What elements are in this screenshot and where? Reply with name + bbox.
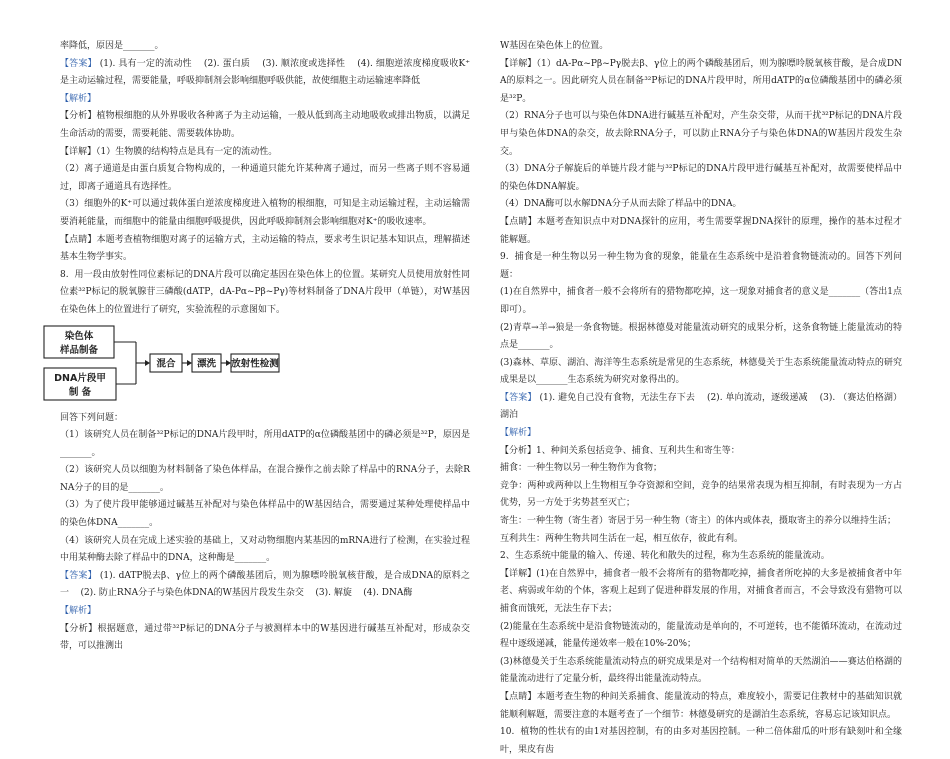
- key-point-text: 本题考查知识点中对DNA探针的应用，考生需要掌握DNA探针的原理，操作的基本过程才能解题。: [500, 216, 902, 245]
- analysis-label: 【解析】: [60, 606, 97, 617]
- sub-question-text: （2）该研究人员以细胞为材料制备了染色体样品，在混合操作之前去除了样品中的RNA分子，去除RNA分子的目的是_______。: [60, 465, 470, 493]
- q7-explanation-3: [60, 196, 470, 231]
- sub-question-text: (3)森林、草原、湖泊、海洋等生态系统是常见的生态系统，林德曼关于生态系统能量流动特点的研究成果是以_______生态系统为研究对象得出的。: [500, 357, 902, 386]
- explanation-label: 【详解】: [500, 58, 537, 69]
- stem-text: 8. 用一段由放射性同位素标记的DNA片段可以确定基因在染色体上的位置。某研究人员使用放射性同位素³²P标记的脱氧腺苷三磷酸(dATP，dA-Pα~Pβ~Pγ)等材料制备了DNA片段甲（单链），对W基因在染色体上的位置进行了研究，实验流程的示意图如下。: [60, 269, 470, 315]
- q8-analysis-heading: [60, 603, 470, 621]
- sub-question-text: （4）该研究人员在完成上述实验的基础上，又对动物细胞内某基因的mRNA进行了检测，在实验过程中用某种酶去除了样品中的DNA，这种酶是_______。: [60, 535, 470, 564]
- explanation-label: 【详解】: [500, 568, 537, 579]
- left-column: [42, 38, 470, 666]
- q7-answer: [60, 56, 470, 91]
- q7-key-point: [60, 232, 470, 267]
- explanation-text: （1）dA-Pα~Pβ~Pγ脱去β、γ位上的两个磷酸基团后，则为腺嘌呤脱氧核苷酸，是合成DNA的原料之一。因此研究人员在制备³²P标记的DNA片段甲时，所用dATP的α位磷酸基团中的磷必须是³²P。: [500, 58, 902, 104]
- q9-stem: [500, 249, 902, 284]
- explanation-label: 【详解】: [60, 146, 97, 157]
- q9-key-point: [500, 689, 902, 724]
- key-point-label: 【点睛】: [60, 234, 97, 245]
- analysis-sub-label: 【分析】: [60, 623, 98, 634]
- sub-question-text: (2)青草→羊→狼是一条食物链。根据林德曼对能量流动研究的成果分析，这条食物链上能量流动的特点是_______。: [500, 322, 902, 351]
- analysis-text: 1、种间关系包括竞争、捕食、互利共生和寄生等：: [536, 445, 740, 456]
- stem-text: 率降低，原因是_______。: [60, 41, 164, 51]
- arrowhead-icon: [145, 360, 150, 366]
- prompt-text: 回答下列问题：: [60, 412, 124, 423]
- analysis-label: 【解析】: [500, 428, 537, 439]
- analysis-text: 竞争：两种或两种以上生物相互争夺资源和空间，竞争的结果常表现为相互抑制，有时表现为一方占优势，另一方处于劣势甚至灭亡；: [500, 480, 902, 509]
- q8-explanation-1: [500, 56, 902, 109]
- analysis-text: 植物根细胞的从外界吸收各种离子为主动运输，一般从低到高主动地吸收或排出物质，以满足生命活动的需要，需要耗能、需要载体协助。: [60, 111, 470, 139]
- analysis-text: W基因在染色体上的位置。: [500, 41, 609, 51]
- q9-analysis-competition: [500, 478, 902, 513]
- q8-stem: [60, 267, 470, 320]
- q8-sub-question-4: [60, 533, 470, 568]
- explanation-text: （4）DNA酶可以水解DNA分子从而去除了样品中的DNA。: [500, 199, 742, 210]
- q7-analysis-heading: [60, 91, 470, 109]
- dna-box-line2: 制 备: [68, 386, 92, 398]
- q8-sub-question-3: [60, 497, 470, 532]
- sub-question-text: （3）为了使片段甲能够通过碱基互补配对与染色体样品中的W基因结合，需要通过某种处理使样品中的染色体DNA_______。: [60, 500, 470, 529]
- q9-analysis-parasitism: [500, 513, 902, 531]
- analysis-sub-label: 【分析】: [500, 445, 537, 456]
- q8-sub-question-1: [60, 427, 470, 462]
- analysis-text: 捕食：一种生物以另一种生物作为食物；: [500, 463, 663, 474]
- q8-explanation-3: [500, 161, 902, 196]
- q8-key-point: [500, 214, 902, 249]
- explanation-text: （2）RNA分子也可以与染色体DNA进行碱基互补配对，产生杂交带，从而干扰³²P标记的DNA片段甲与染色体DNA的杂交，故去除RNA分子，可以防止RNA分子与染色体DNA的W基因片段发生杂交。: [500, 111, 902, 157]
- q9-explanation-2: [500, 619, 902, 654]
- stem-text: 10. 植物的性状有的由1对基因控制，有的由多对基因控制。一种二倍体甜瓜的叶形有缺刻叶和全缘叶，果皮有齿: [500, 727, 902, 755]
- q8-flow-diagram: [42, 324, 282, 404]
- explanation-text: （3）DNA分子解旋后的单链片段才能与³²P标记的DNA片段甲进行碱基互补配对，故需要使样品中的染色体DNA解旋。: [500, 164, 902, 192]
- arrowhead-icon: [187, 360, 192, 366]
- q9-sub-question-1: [500, 284, 902, 319]
- analysis-text: 2、生态系统中能量的输入、传递、转化和散失的过程，称为生态系统的能量流动。: [500, 551, 830, 562]
- q7-analysis: [60, 108, 470, 143]
- answer-label: 【答案】: [500, 392, 537, 403]
- explanation-text: （3）细胞外的K⁺可以通过载体蛋白逆浓度梯度进入植物的根细胞，可知是主动运输过程，主动运输需要消耗能量，而细胞中的能量由细胞呼吸提供，因此呼吸抑制剂会影响细胞对K⁺的吸收速率。: [60, 199, 470, 227]
- analysis-sub-label: 【分析】: [60, 111, 97, 122]
- sub-question-text: (1)在自然界中，捕食者一般不会将所有的猎物都吃掉，这一现象对捕食者的意义是_______（答出1点即可）。: [500, 287, 902, 315]
- q9-explanation-3: [500, 654, 902, 689]
- q9-analysis: [500, 443, 902, 461]
- answer-text: (1). 避免自己没有食物，无法生存下去 (2). 单向流动，逐级递减 (3). （赛达伯格湖）湖泊: [500, 392, 902, 421]
- analysis-text: 互利共生：两种生物共同生活在一起，相互依存，彼此有利。: [500, 533, 744, 544]
- q7-explanation-2: [60, 161, 470, 196]
- detection-label: 放射性检测: [231, 358, 279, 369]
- q8-explanation-2: [500, 108, 902, 161]
- right-column: [500, 38, 902, 755]
- q7-explanation-1: [60, 144, 470, 162]
- key-point-text: 本题考查植物细胞对离子的运输方式，主动运输的特点，要求考生识记基本知识点，理解描述基本生物学事实。: [60, 234, 470, 263]
- answer-label: 【答案】: [60, 570, 97, 581]
- q8-answer: [60, 568, 470, 603]
- stem-text: 9. 捕食是一种生物以另一种生物为食的现象，能量在生态系统中是沿着食物链流动的。回答下列问题：: [500, 252, 902, 280]
- q9-analysis-energy-flow: [500, 548, 902, 566]
- answer-label: 【答案】: [60, 58, 97, 69]
- answer-text: (1). dATP脱去β、γ位上的两个磷酸基团后，则为腺嘌呤脱氧核苷酸，是合成DNA的原料之一 (2). 防止RNA分子与染色体DNA的W基因片段发生杂交 (3). 解旋 (4). DNA酶: [60, 570, 470, 599]
- q9-explanation-1: [500, 566, 902, 619]
- explanation-text: (2)能量在生态系统中是沿食物链流动的，能量流动是单向的，不可逆转，也不能循环流动，在流动过程中逐级递减，能量传递效率一般在10%-20%；: [500, 621, 902, 650]
- explanation-text: （2）离子通道是由蛋白质复合物构成的，一种通道只能允许某种离子通过，而另一些离子则不容易通过，即离子通道具有选择性。: [60, 164, 470, 192]
- analysis-text: 寄生：一种生物（寄生者）寄居于另一种生物（寄主）的体内或体表，摄取寄主的养分以维持生活；: [500, 516, 897, 527]
- analysis-label: 【解析】: [60, 93, 97, 104]
- explanation-text: （1）生物膜的结构特点是具有一定的流动性。: [96, 146, 278, 157]
- key-point-label: 【点睛】: [500, 216, 537, 227]
- q9-sub-question-2: [500, 320, 902, 355]
- explanation-text: (1)在自然界中，捕食者一般不会将所有的猎物都吃掉，捕食者所吃掉的大多是被捕食者中年老、病弱或年幼的个体，客观上起到了促进种群发展的作用，对捕食者而言，不会导致没有猎物可以捕食而饿死，无法生存下去；: [500, 568, 902, 614]
- q8-explanation-4: [500, 196, 902, 214]
- answer-text: (1). 具有一定的流动性 (2). 蛋白质 (3). 顺浓度或选择性 (4). 细胞逆浓度梯度吸收K⁺是主动运输过程，需要能量，呼吸抑制剂会影响细胞呼吸供能，故使细胞主动运输速率降低: [60, 58, 470, 87]
- q8-sub-question-2: [60, 462, 470, 497]
- dna-box-line1: DNA片段甲: [54, 372, 106, 384]
- q8-analysis: [60, 621, 470, 656]
- sub-question-text: （1）该研究人员在制备³²P标记的DNA片段甲时，所用dATP的α位磷酸基团中的磷必须是³²P，原因是_______。: [60, 430, 470, 458]
- explanation-text: (3)林德曼关于生态系统能量流动特点的研究成果是对一个结构相对简单的天然湖泊——赛达伯格湖的能量流动进行了定量分析，最终得出能量流动特点。: [500, 656, 902, 685]
- mix-label: 混合: [156, 358, 176, 369]
- q8-analysis-tail: [500, 38, 902, 56]
- q9-analysis-heading: [500, 425, 902, 443]
- q7-stem-tail: [60, 38, 470, 56]
- key-point-text: 本题考查生物的种间关系捕食、能量流动的特点，难度较小，需要记住教材中的基础知识就能顺利解题，需要注意的本题考查了一个细节：林德曼研究的是湖泊生态系统，容易忘记该知识点。: [500, 691, 902, 720]
- analysis-text: 根据题意，通过带³²P标记的DNA分子与被测样本中的W基因进行碱基互补配对，形成杂交带，可以推测出: [60, 623, 470, 652]
- q9-sub-question-3: [500, 355, 902, 390]
- q8-prompt: [60, 410, 470, 428]
- q9-answer: [500, 390, 902, 425]
- q10-stem: [500, 724, 902, 759]
- wash-label: 漂洗: [196, 358, 217, 369]
- key-point-label: 【点睛】: [500, 691, 537, 702]
- chromosome-box-line2: 样品制备: [59, 344, 99, 356]
- q9-analysis-mutualism: [500, 531, 902, 549]
- chromosome-box-line1: 染色体: [64, 330, 94, 342]
- q9-analysis-predation: [500, 460, 902, 478]
